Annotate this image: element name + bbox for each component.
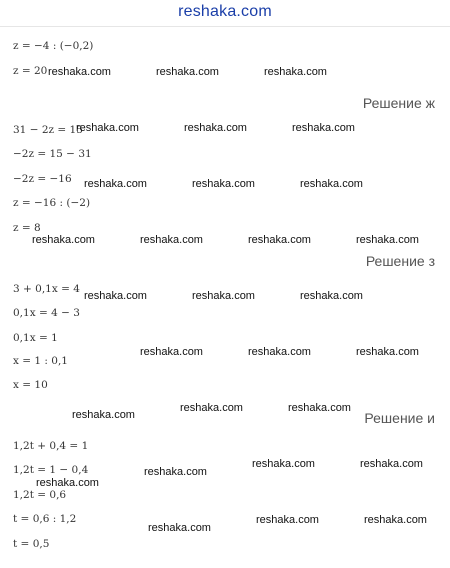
watermark: reshaka.com bbox=[184, 122, 247, 134]
watermark: reshaka.com bbox=[264, 66, 327, 78]
watermark: reshaka.com bbox=[36, 477, 99, 489]
equation-line: −2z = 15 − 31 bbox=[13, 148, 92, 160]
equation-line: 1,2t + 0,4 = 1 bbox=[13, 440, 89, 452]
watermark: reshaka.com bbox=[140, 346, 203, 358]
watermark: reshaka.com bbox=[140, 234, 203, 246]
watermark: reshaka.com bbox=[288, 402, 351, 414]
equation-line: 0,1x = 4 − 3 bbox=[13, 307, 80, 319]
watermark: reshaka.com bbox=[356, 346, 419, 358]
equation-line: 1,2t = 1 − 0,4 bbox=[13, 464, 89, 476]
watermark: reshaka.com bbox=[72, 409, 135, 421]
watermark: reshaka.com bbox=[300, 178, 363, 190]
equation-line: z = −16 : (−2) bbox=[13, 197, 91, 209]
equation-line: z = 20 bbox=[13, 65, 48, 77]
watermark: reshaka.com bbox=[192, 290, 255, 302]
equation-line: t = 0,6 : 1,2 bbox=[13, 513, 77, 525]
site-header bbox=[0, 0, 450, 27]
equation-line: x = 10 bbox=[13, 379, 48, 391]
watermark: reshaka.com bbox=[252, 458, 315, 470]
watermark: reshaka.com bbox=[248, 234, 311, 246]
watermark: reshaka.com bbox=[148, 522, 211, 534]
watermark: reshaka.com bbox=[360, 458, 423, 470]
section-heading: Решение и bbox=[364, 410, 435, 426]
equation-line: 31 − 2z = 15 bbox=[13, 124, 83, 136]
equation-line: 3 + 0,1x = 4 bbox=[13, 283, 80, 295]
equation-line: z = 8 bbox=[13, 222, 41, 234]
equation-line: −2z = −16 bbox=[13, 173, 72, 185]
watermark: reshaka.com bbox=[144, 466, 207, 478]
watermark: reshaka.com bbox=[356, 234, 419, 246]
equation-line: 1,2t = 0,6 bbox=[13, 489, 67, 501]
watermark: reshaka.com bbox=[32, 234, 95, 246]
site-logo[interactable]: reshaka.com bbox=[178, 3, 272, 20]
watermark: reshaka.com bbox=[84, 178, 147, 190]
equation-line: t = 0,5 bbox=[13, 538, 50, 550]
watermark: reshaka.com bbox=[84, 290, 147, 302]
watermark: reshaka.com bbox=[248, 346, 311, 358]
watermark: reshaka.com bbox=[48, 66, 111, 78]
equation-line: 0,1x = 1 bbox=[13, 332, 58, 344]
watermark: reshaka.com bbox=[156, 66, 219, 78]
watermark: reshaka.com bbox=[300, 290, 363, 302]
watermark: reshaka.com bbox=[256, 514, 319, 526]
watermark: reshaka.com bbox=[180, 402, 243, 414]
watermark: reshaka.com bbox=[76, 122, 139, 134]
section-heading: Решение ж bbox=[362, 95, 435, 111]
watermark: reshaka.com bbox=[364, 514, 427, 526]
watermark: reshaka.com bbox=[292, 122, 355, 134]
equation-line: z = −4 : (−0,2) bbox=[13, 40, 94, 52]
watermark: reshaka.com bbox=[192, 178, 255, 190]
section-heading: Решение з bbox=[365, 253, 435, 269]
equation-line: x = 1 : 0,1 bbox=[13, 355, 68, 367]
